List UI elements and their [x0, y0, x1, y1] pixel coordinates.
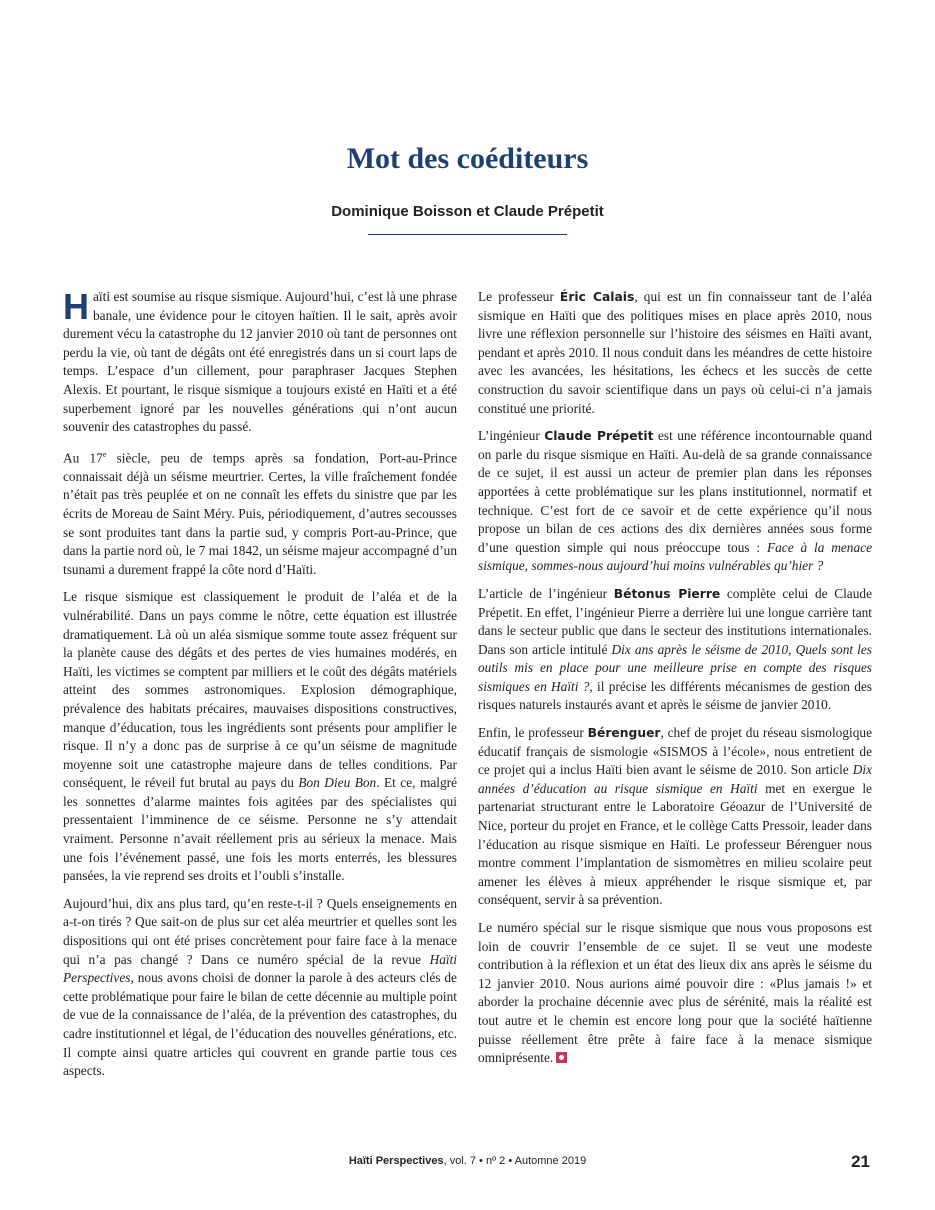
author-name: Claude Prépetit [544, 429, 654, 444]
paragraph: L’ingénieur Claude Prépetit est une référence incontournable quand on parle du risque sismique en Haïti. Au-delà de sa grande connaissance de ce sujet, il est aussi un acteur de premier plan dans les réponses apportées à cette problématique sur les plans institutionnel, normatif et technique. C’est fort de ce savoir et de cette expérience qu’il nous propose un bilan de ces actions des dix dernières années sous forme d’une question simple qui nous préoccupe tous : Face à la menace sismique, sommes-nous aujourd’hui moins vulnérables qu’hier ? [478, 428, 872, 574]
article-authors: Dominique Boisson et Claude Prépetit [331, 203, 604, 220]
paragraph: Au 17e siècle, peu de temps après sa fondation, Port-au-Prince connaissait déjà un séisme meurtrier. Certes, la ville fraîchement fondée n’était pas très peuplée et on ne connaît les effets du sinistre que par les écrits de Moreau de Saint Méry. Puis, périodiquement, d’autres secousses se sont produites tant dans la partie sud, y compris Port-au-Prince, que dans la partie nord où, le 7 mai 1842, un séisme majeur accompagné d’un tsunami a durement frappé la côte nord d’Haïti. [63, 449, 457, 577]
paragraph: Aujourd’hui, dix ans plus tard, qu’en reste-t-il ? Quels enseignements en a-t-on tirés ? Que sait-on de plus sur cet aléa meurtrier et quelles sont les dispositions qui ont été prises concrètement pour faire face à la menace qui n’a pas changé ? Dans ce numéro spécial de la revue Haïti Perspectives, nous avons choisi de donner la parole à des acteurs clés de cette problématique pour faire le bilan de cette décennie au multiple point de vue de la connaissance de l’aléa, de la prévention des catastrophes, du cadre institutionnel et légal, de l’éducation des nouvelles générations, etc. Il compte ainsi quatre articles qui couvrent en grande partie tous ces aspects. [63, 895, 457, 1079]
right-column [478, 288, 872, 1077]
end-mark-icon [556, 1052, 567, 1063]
title-divider [368, 234, 567, 235]
left-column [63, 288, 457, 1090]
paragraph: Le professeur Éric Calais, qui est un fin connaisseur tant de l’aléa sismique en Haïti que des politiques mises en place après 2010, nous livre une réflexion personnelle sur l’histoire des séismes en Haïti avant, pendant et après 2010. Il nous conduit dans les méandres de cette histoire avec les avancées, les hésitations, les échecs et les succès de cette construction du savoir scientifique dans un pays où celui-ci n’a jamais constitué une priorité. [478, 289, 872, 416]
journal-name: Haïti Perspectives [348, 1155, 444, 1167]
paragraph: Le numéro spécial sur le risque sismique que nous vous proposons est loin de couvrir l’ensemble de ce sujet. Il se veut une modeste contribution à la réflexion et un état des lieux dix ans après le séisme du 12 janvier 2010. Nous aurions aimé pouvoir dire : «Plus jamais !» et aborder la prochaine décennie avec plus de sérénité, mais la réalité est tout autre et le chemin est encore long pour que la société haïtienne puisse réellement être prête à faire face à la menace sismique omniprésente. [478, 920, 872, 1066]
paragraph: Haïti est soumise au risque sismique. Aujourd’hui, c’est là une phrase banale, une évidence pour le citoyen haïtien. Il le sait, après avoir durement vécu la catastrophe du 12 janvier 2010 où tant de personnes ont perdu la vie, où tant de dégâts ont été enregistrés dans un si court laps de temps. L’espace d’un cillement, pour paraphraser Jacques Stephen Alexis. Et pourtant, le risque sismique a toujours existé en Haïti et a été superbement ignoré par les nouvelles générations qui n’ont aucun souvenir des catastrophes du passé. [63, 286, 457, 435]
paragraph: Le risque sismique est classiquement le produit de l’aléa et de la vulnérabilité. Dans un pays comme le nôtre, cette équation est illustrée dramatiquement. Là où un aléa sismique somme toute assez fréquent sur la planète cause des dégâts et des pertes de vies humaines modérés, en Haïti, les victimes se comptent par milliers et le coût des dégâts matériels atteint des sommes astronomiques. Explosion démographique, prévalence des habitats précaires, mauvaises dispositions constructives, manque d’éducation, tous les ingrédients sont présents pour amplifier le risque. Il n’y a donc pas de surprise à ce qu’un séisme de magnitude moyenne soit une catastrophe majeure dans de telles conditions. Par conséquent, le réveil fut brutal au pays du Bon Dieu Bon. Et ce, malgré les sonnettes d’alarme maintes fois agitées par des spécialistes qui pressentaient l’imminence de ce séisme. Personne ne s’y attendait vraiment. Personne n’avait réellement pris au sérieux la menace. Mais une fois l’événement passé, une fois les morts enterrés, les blessures pansées, la vie reprend ses droits et l’oubli s’installe. [63, 589, 457, 884]
drop-cap: H [63, 286, 89, 327]
article-title: Mot des coéditeurs [346, 142, 589, 175]
superscript: e [102, 449, 107, 459]
paragraph: Enfin, le professeur Bérenguer, chef de projet du réseau sismologique éducatif français de sismologie «SISMOS à l’école», nous entretient de ce projet qui a inclus Haïti bien avant le séisme de 2010. Son article Dix années d’éducation au risque sismique en Haïti met en exergue le partenariat structurant entre le Laboratoire Géoazur de l’Université de Nice, porteur du projet en France, et le collège Catts Pressoir, leader dans l’éducation au risque sismique en Haïti. Le professeur Bérenguer nous montre comment l’implantation de sismomètres en milieu scolaire peut amener les élèves à mieux appréhender le risque sismique et, par conséquent, servir à sa prévention. [478, 725, 872, 908]
author-name: Bétonus Pierre [613, 586, 721, 601]
journal-reference: Haïti Perspectives, vol. 7 • nº 2 • Automne 2019 [348, 1155, 587, 1167]
author-name: Éric Calais [559, 290, 635, 304]
author-name: Bérenguer [587, 726, 661, 741]
page-number: 21 [851, 1152, 870, 1171]
paragraph: L’article de l’ingénieur Bétonus Pierre complète celui de Claude Prépetit. En effet, l’ingénieur Pierre a derrière lui une longue carrière tant dans le secteur public que dans le secteur des institutions internationales. Dans son article intitulé Dix ans après le séisme de 2010, Quels sont les outils mis en place pour une meilleure prise en compte des risques sismiques en Haïti ?, il précise les différents mécanismes de gestion des risques naturels instaurés avant et après le séisme de janvier 2010. [478, 585, 873, 713]
